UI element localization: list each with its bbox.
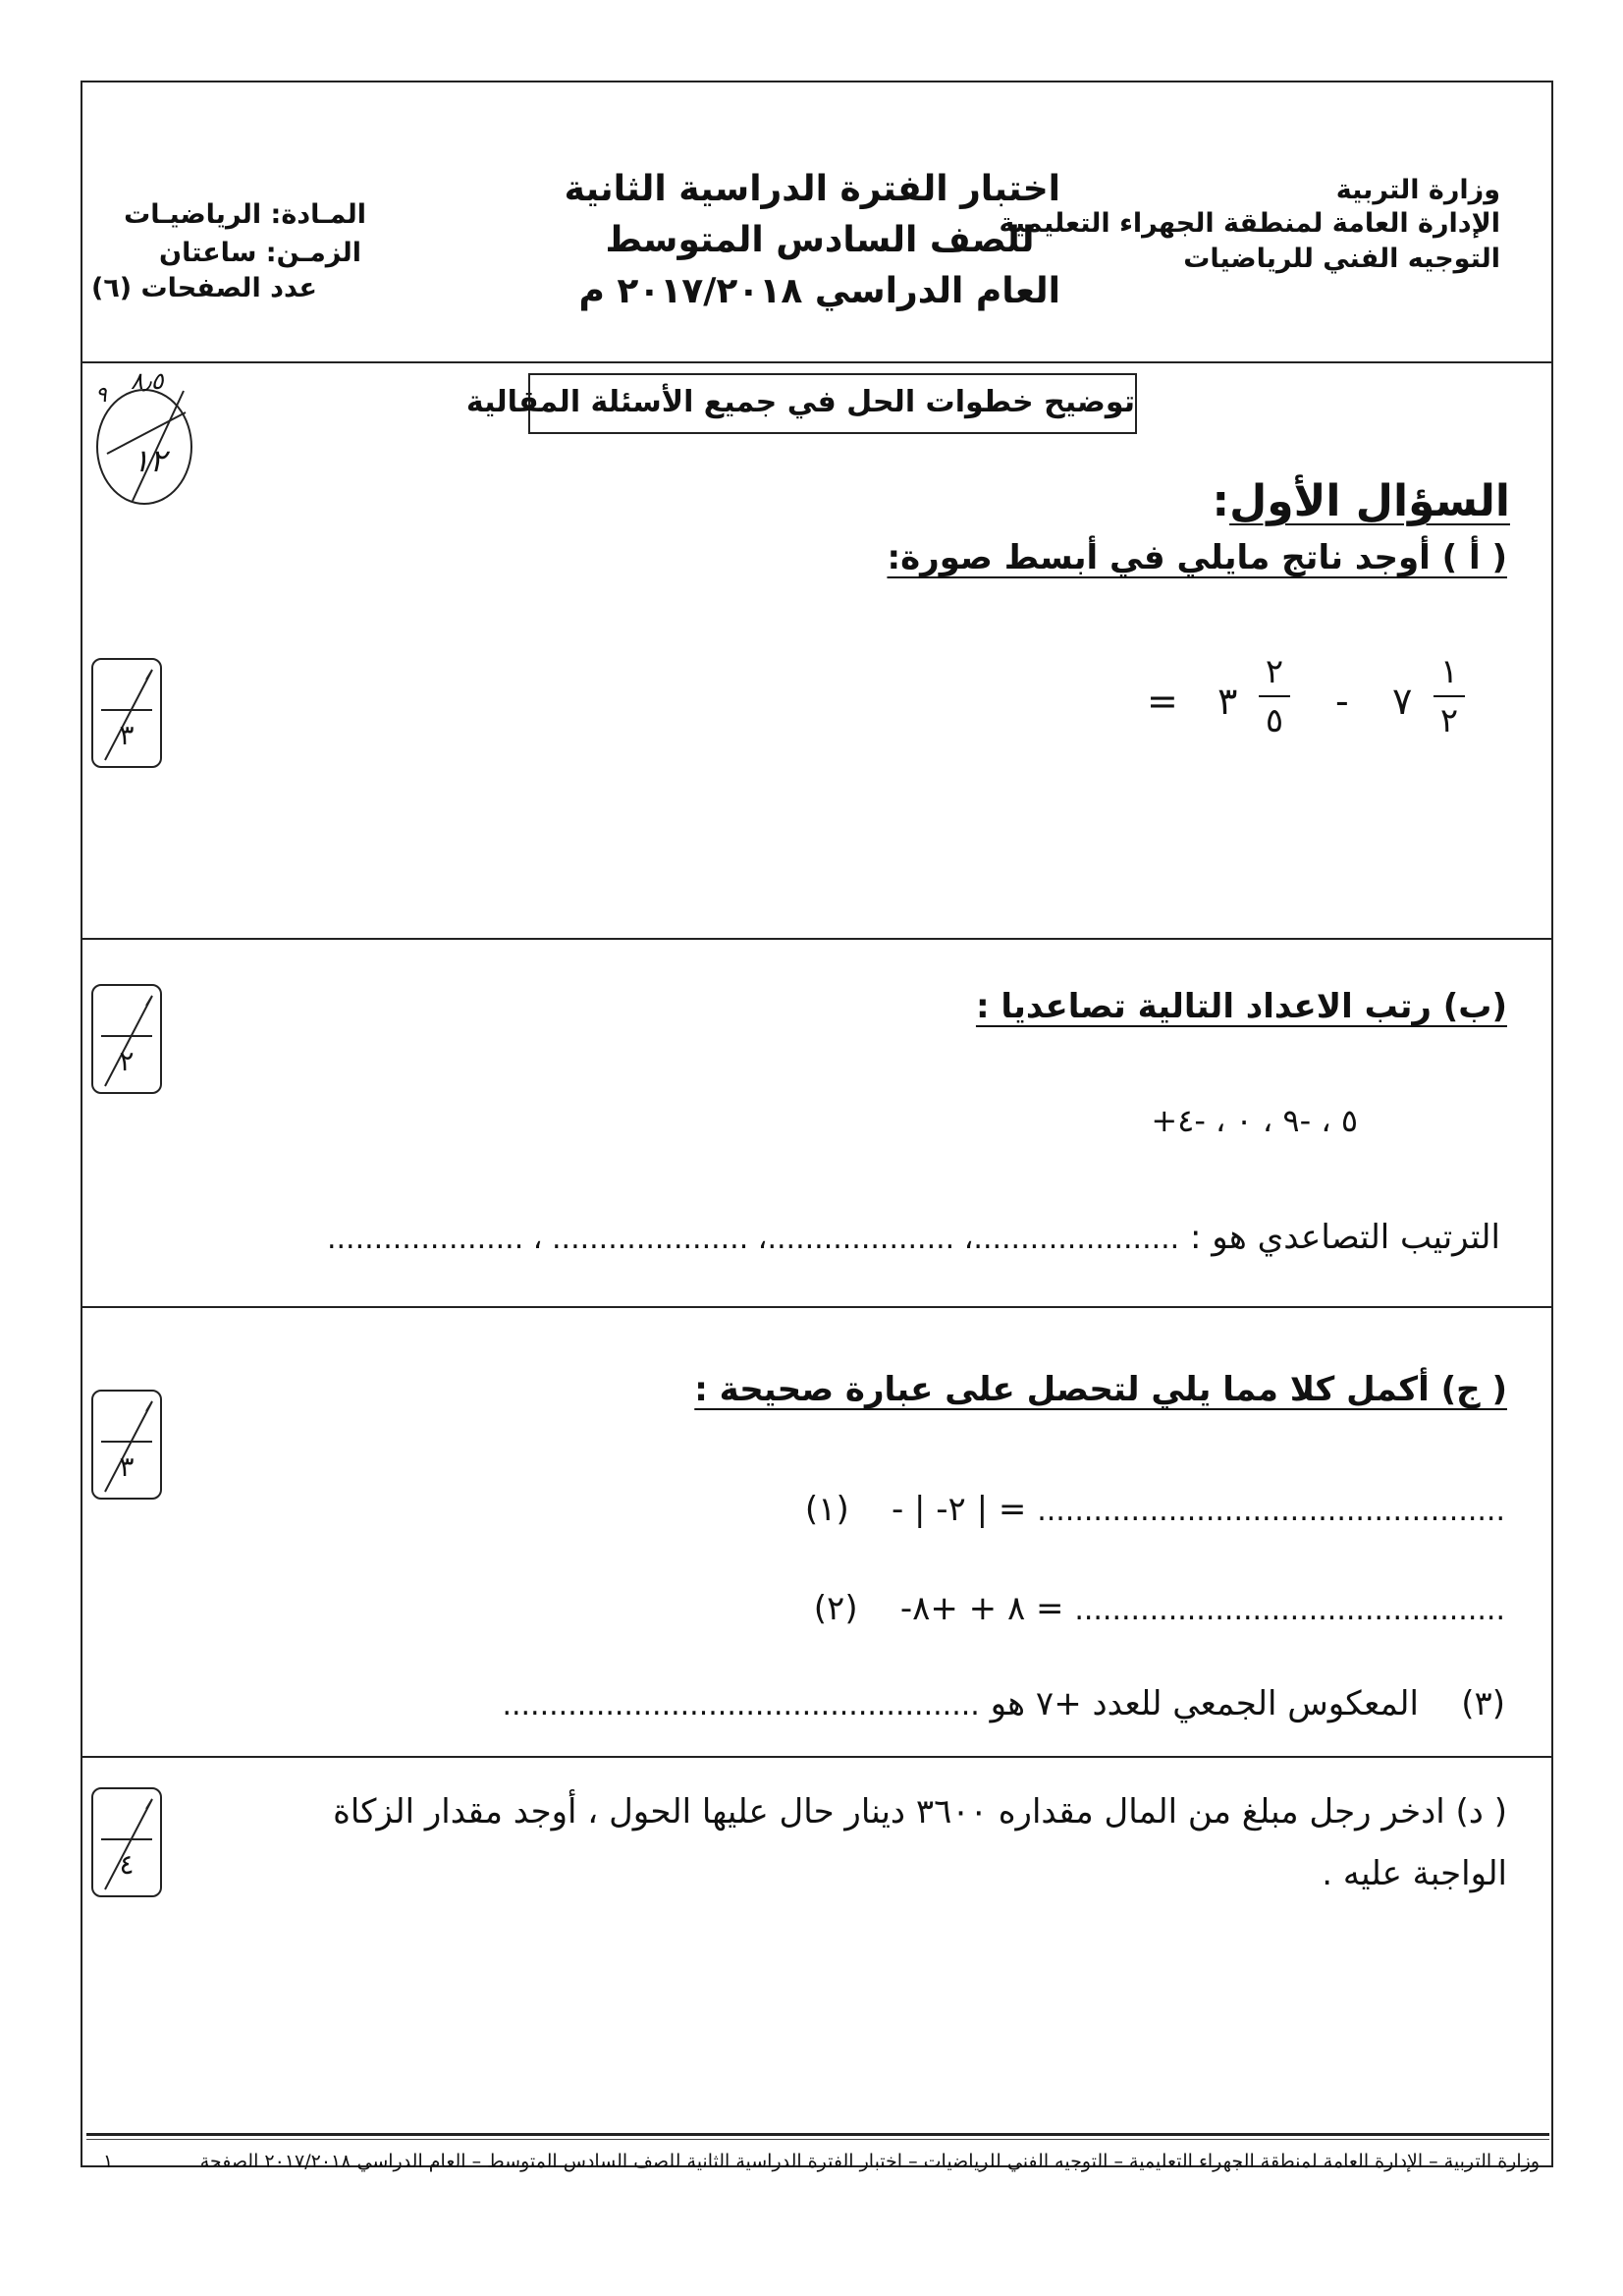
footer-text: وزارة التربية – الإدارة العامة لمنطقة الجهراء التعليمية – التوجيه الفني للرياضيات – اختبار الفترة الدراسية الثانية للصف السادس المتوسط – العام الدراسي ٢٠١٧/٢٠١٨ الصفحة bbox=[199, 2151, 1540, 2172]
part-b-answer-line bbox=[327, 1218, 1500, 1257]
part-a-fraction2 bbox=[1255, 652, 1294, 740]
part-c-item1 bbox=[805, 1490, 1505, 1529]
item2-number: (٢) bbox=[813, 1589, 858, 1628]
part-b-answer-prefix: الترتيب التصاعدي هو : bbox=[1190, 1218, 1500, 1257]
supervision-name: التوجيه الفني للرياضيات bbox=[1183, 244, 1500, 274]
time-label: الزمـن: ساعتان bbox=[159, 238, 361, 268]
subject-label: المـادة: الرياضيـات bbox=[124, 199, 366, 230]
score-circle bbox=[93, 367, 196, 509]
part-a-label-text: ( أ ) أوجد ناتج مايلي في أبسط صورة: bbox=[887, 538, 1507, 577]
item1-number: (١) bbox=[804, 1490, 849, 1529]
part-b-label-text: (ب) رتب الاعداد التالية تصاعديا : bbox=[975, 987, 1507, 1026]
instruction-box: توضيح خطوات الحل في جميع الأسئلة المقالية bbox=[528, 373, 1137, 434]
part-c-mark-box bbox=[91, 1390, 162, 1500]
score-top: ٨٫٥ bbox=[131, 367, 164, 395]
part-a-whole1: ٧ bbox=[1392, 680, 1413, 723]
exam-grade: للصف السادس المتوسط bbox=[605, 220, 1035, 260]
divider-b-c bbox=[81, 1306, 1553, 1308]
footer-rule-bottom bbox=[86, 2139, 1549, 2140]
part-a-label bbox=[887, 538, 1507, 577]
divider-c-d bbox=[81, 1756, 1553, 1758]
part-a-num2: ٢ bbox=[1265, 652, 1284, 691]
exam-year: العام الدراسي ٢٠١٧/٢٠١٨ م bbox=[578, 271, 1060, 311]
ministry-name: وزارة التربية bbox=[1335, 175, 1500, 205]
part-b-label bbox=[976, 987, 1507, 1026]
part-b-answer-dots[interactable]: ......................، ....................، ..................... ، ..................... bbox=[326, 1222, 1180, 1256]
part-b-mark-box bbox=[91, 984, 162, 1094]
divider-a-b bbox=[81, 938, 1553, 940]
footer-page-number: ١ bbox=[103, 2151, 114, 2172]
score-corner: ٩ bbox=[95, 383, 107, 408]
part-d-mark-box bbox=[91, 1787, 162, 1897]
score-bottom: ١٢ bbox=[133, 442, 167, 479]
item2-answer-dots[interactable]: .............................................. bbox=[1074, 1593, 1505, 1627]
question-title-colon: : bbox=[1212, 476, 1230, 526]
pages-label: عدد الصفحات (٦) bbox=[90, 273, 317, 303]
item1-expression: - | -٢ | = bbox=[891, 1490, 1027, 1529]
part-d-mark: ٤ bbox=[119, 1848, 135, 1881]
item3-expression: المعكوس الجمعي للعدد +٧ هو bbox=[990, 1684, 1419, 1723]
part-a-minus: - bbox=[1335, 680, 1349, 723]
item3-number: (٣) bbox=[1461, 1684, 1505, 1723]
part-c-mark: ٣ bbox=[119, 1450, 135, 1483]
part-c-item2 bbox=[814, 1589, 1505, 1628]
exam-title: اختبار الفترة الدراسية الثانية bbox=[564, 169, 1060, 209]
header-divider bbox=[81, 361, 1553, 363]
part-b-mark: ٢ bbox=[119, 1045, 135, 1077]
item1-answer-dots[interactable]: .................................................. bbox=[1037, 1494, 1505, 1528]
part-a-num1: ١ bbox=[1439, 652, 1459, 691]
part-c-item3 bbox=[502, 1684, 1505, 1723]
part-a-equals: = bbox=[1147, 680, 1178, 723]
part-a-mark: ٣ bbox=[119, 719, 135, 751]
part-d-line1: ( د) ادخر رجل مبلغ من المال مقداره ٣٦٠٠ دينار حال عليها الحول ، أوجد مقدار الزكاة bbox=[333, 1792, 1507, 1831]
question-title-text: السؤال الأول bbox=[1229, 476, 1510, 526]
part-b-numbers: +٥ ، -٩ ، ٠ ، -٤ bbox=[1151, 1102, 1358, 1139]
footer-rule-top bbox=[86, 2133, 1549, 2136]
part-a-whole2: ٣ bbox=[1217, 680, 1238, 723]
part-c-label bbox=[694, 1370, 1507, 1409]
question-title bbox=[1212, 476, 1510, 526]
item2-expression: -٨ + +٨ = bbox=[899, 1589, 1064, 1628]
item3-answer-dots[interactable]: ................................................... bbox=[502, 1688, 980, 1722]
part-a-mark-box bbox=[91, 658, 162, 768]
part-c-label-text: ( ج) أكمل كلا مما يلي لتحصل على عبارة صحيحة : bbox=[694, 1370, 1507, 1409]
directorate-name: الإدارة العامة لمنطقة الجهراء التعليمية bbox=[999, 208, 1500, 239]
part-a-den2: ٥ bbox=[1265, 701, 1284, 740]
part-a-fraction1 bbox=[1430, 652, 1469, 740]
part-a-den1: ٢ bbox=[1439, 701, 1459, 740]
part-d-line2: الواجبة عليه . bbox=[1322, 1854, 1507, 1893]
